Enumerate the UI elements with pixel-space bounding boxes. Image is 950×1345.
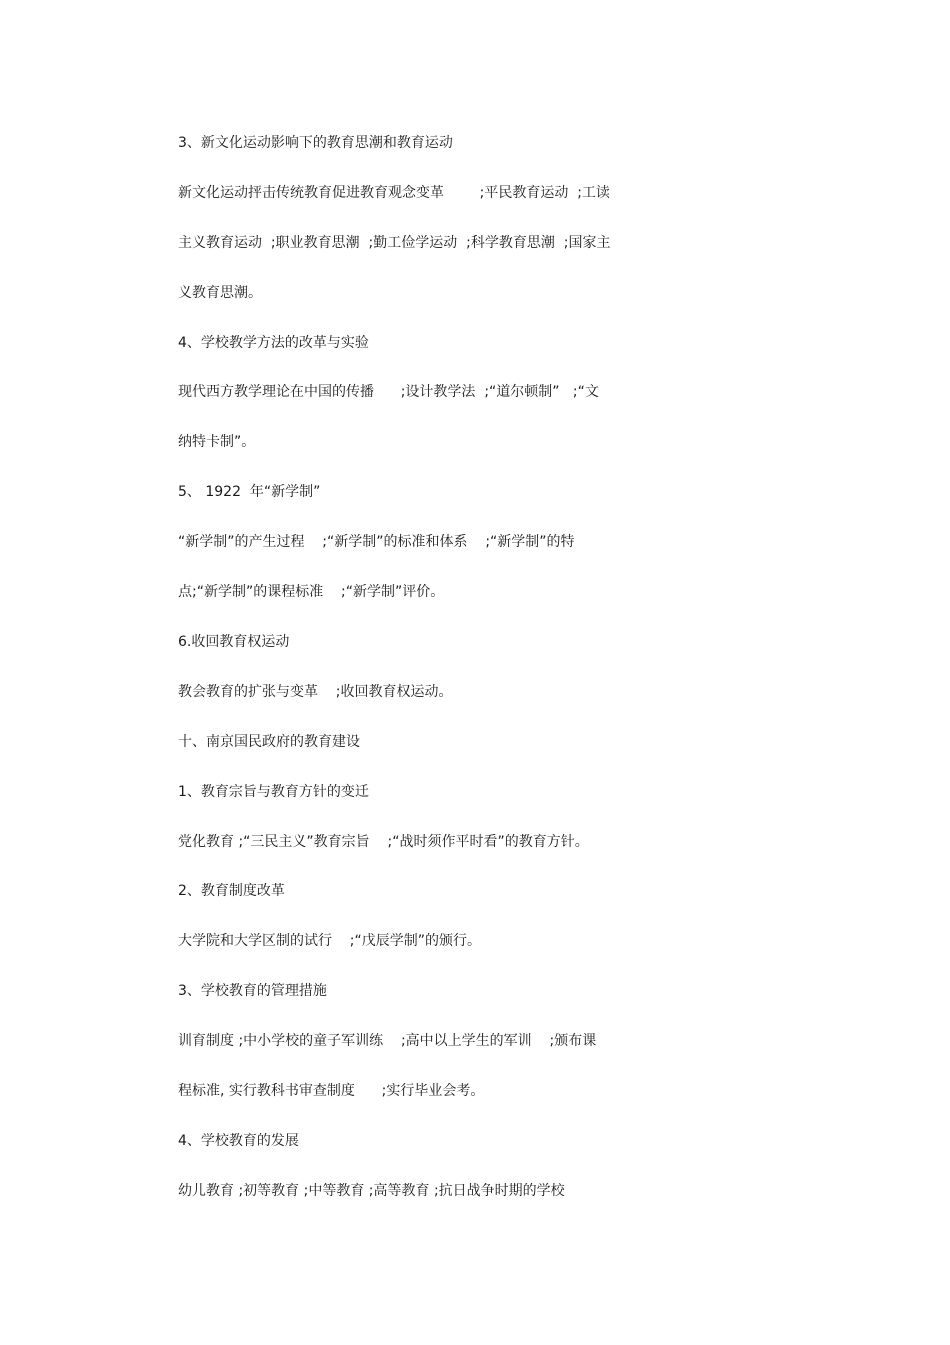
heading-1922-school-system: 5、 1922 年“新学制” — [178, 484, 321, 500]
heading-management-measures: 3、学校教育的管理措施 — [178, 983, 327, 999]
paragraph-line: “新学制”的产生过程 ;“新学制”的标准和体系 ;“新学制”的特 — [178, 534, 575, 550]
paragraph-line: 党化教育 ;“三民主义”教育宗旨 ;“战时须作平时看”的教育方针。 — [178, 834, 589, 850]
paragraph-line: 主义教育运动 ;职业教育思潮 ;勤工俭学运动 ;科学教育思潮 ;国家主 — [178, 235, 611, 251]
paragraph-line: 义教育思潮。 — [178, 285, 262, 301]
paragraph-line: 训育制度 ;中小学校的童子军训练 ;高中以上学生的军训 ;颁布课 — [178, 1033, 597, 1049]
paragraph-line: 程标准, 实行教科书审查制度 ;实行毕业会考。 — [178, 1083, 485, 1099]
heading-school-development: 4、学校教育的发展 — [178, 1133, 299, 1149]
paragraph-line: 教会教育的扩张与变革 ;收回教育权运动。 — [178, 684, 453, 700]
heading-teaching-methods: 4、学校教学方法的改革与实验 — [178, 335, 369, 351]
paragraph-line: 新文化运动抨击传统教育促进教育观念变革 ;平民教育运动 ;工读 — [178, 185, 610, 201]
heading-education-system-reform: 2、教育制度改革 — [178, 883, 285, 899]
paragraph-line: 现代西方教学理论在中国的传播 ;设计教学法 ;“道尔顿制” ;“文 — [178, 384, 599, 400]
paragraph-line: 大学院和大学区制的试行 ;“戊辰学制”的颁行。 — [178, 933, 482, 949]
heading-nanjing-government: 十、南京国民政府的教育建设 — [178, 734, 360, 750]
paragraph-line: 幼儿教育 ;初等教育 ;中等教育 ;高等教育 ;抗日战争时期的学校 — [178, 1183, 565, 1199]
heading-educational-rights: 6.收回教育权运动 — [178, 634, 290, 650]
paragraph-line: 纳特卡制”。 — [178, 434, 256, 450]
paragraph-line: 点;“新学制”的课程标准 ;“新学制”评价。 — [178, 584, 445, 600]
heading-new-culture-movement: 3、新文化运动影响下的教育思潮和教育运动 — [178, 135, 453, 151]
heading-education-purpose: 1、教育宗旨与教育方针的变迁 — [178, 784, 369, 800]
